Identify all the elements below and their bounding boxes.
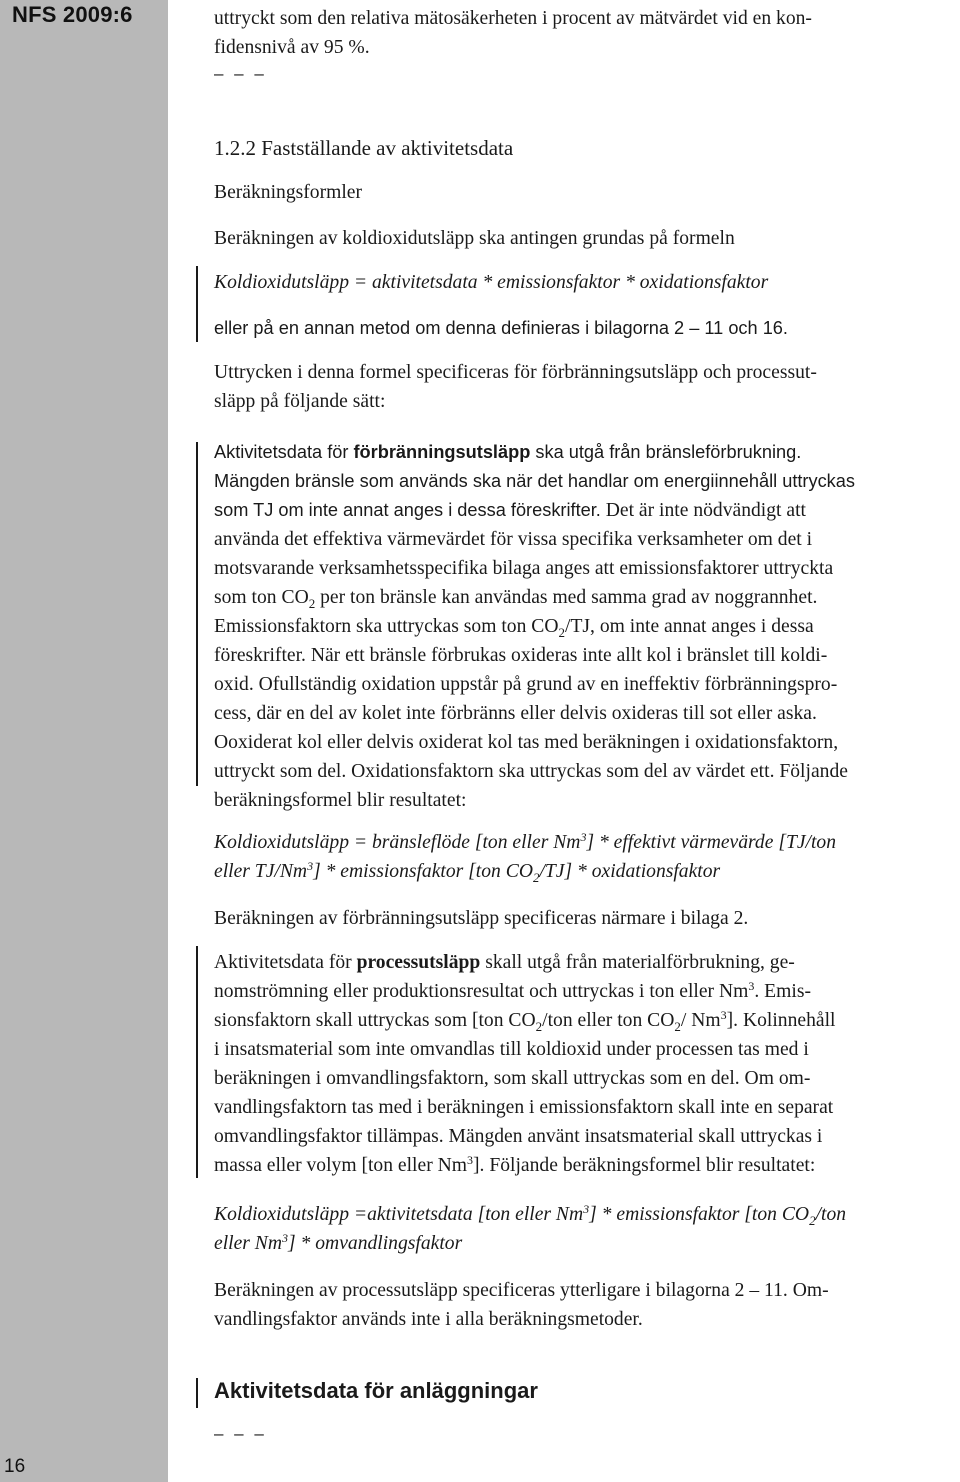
text-line: uttryckt som den relativa mätosäkerheten i procent av mätvärdet vid en kon-	[214, 8, 812, 29]
page-number: 16	[4, 1456, 26, 1477]
text-line: massa eller volym [ton eller Nm$^3$]. Följande beräkningsformel blir resultatet:	[214, 1153, 816, 1176]
formula-line: Koldioxidutsläpp = bränsleflöde [ton eller Nm$^3$] * effektivt värmevärde [TJ/ton	[214, 830, 837, 853]
separator-dashes: – – –	[214, 64, 267, 83]
formula-line: Koldioxidutsläpp =aktivitetsdata [ton eller Nm$^3$] * emissionsfaktor [ton $CO_2$/ton	[214, 1202, 847, 1228]
text-line: använda det effektiva värmevärdet för vissa specifika verksamheter om det i	[214, 529, 813, 550]
formula-combustion	[214, 828, 960, 886]
section-title: 1.2.2 Fastställande av aktivitetsdata	[214, 136, 514, 160]
process-paragraph	[214, 948, 960, 1180]
text-line: sionsfaktorn skall uttryckas som [ton $CO_2$/ton eller ton $CO_2/$ Nm$^3$]. Kolinnehåll	[214, 1008, 836, 1034]
change-bar	[196, 946, 198, 1178]
alt-method	[214, 314, 960, 343]
separator-dashes: – – –	[214, 1424, 267, 1443]
text-line: oxid. Ofullständig oxidation uppstår på grund av en ineffektiv förbränningspro-	[214, 674, 838, 695]
spec-paragraph	[214, 358, 960, 416]
text-line: som TJ om inte annat anges i dessa föreskrifter. Det är inte nödvändigt att	[214, 500, 806, 521]
text-line: eller på en annan metod om denna definieras i bilagorna 2 – 11 och 16.	[214, 318, 788, 338]
text-line: vandlingsfaktor används inte i alla beräkningsmetoder.	[214, 1309, 643, 1330]
formula-basic	[214, 268, 960, 297]
formula-intro	[214, 224, 960, 253]
text-line: Aktivitetsdata för förbränningsutsläpp ska utgå från bränsleförbrukning.	[214, 442, 802, 462]
text-line: Beräkningen av koldioxidutsläpp ska antingen grundas på formeln	[214, 228, 735, 249]
annex-note	[214, 904, 960, 933]
subheading	[214, 178, 960, 207]
text-line: motsvarande verksamhetsspecifika bilaga anges att emissionsfaktorer uttryckta	[214, 558, 834, 579]
text-line: som ton $CO_2$ per ton bränsle kan användas med samma grad av noggrannhet.	[214, 587, 818, 611]
text-line: Aktivitetsdata för processutsläpp skall utgå från materialförbrukning, ge-	[214, 952, 795, 973]
text-line: cess, där en del av kolet inte förbränns eller delvis oxideras till sot eller aska.	[214, 703, 817, 724]
text-line: Uttrycken i denna formel specificeras för förbränningsutsläpp och processut-	[214, 362, 817, 383]
formula-line: Koldioxidutsläpp = aktivitetsdata * emissionsfaktor * oxidationsfaktor	[214, 272, 769, 293]
text-line: Ooxiderat kol eller delvis oxiderat kol tas med beräkningen i oxidationsfaktorn,	[214, 732, 839, 753]
section-title: Aktivitetsdata för anläggningar	[214, 1378, 538, 1403]
text-line: vandlingsfaktorn tas med i beräkningen i emissionsfaktorn skall inte en separat	[214, 1097, 834, 1118]
text-line: beräkningsformel blir resultatet:	[214, 790, 467, 811]
final-heading	[214, 1376, 960, 1405]
formula-line: eller TJ/Nm$^3$] * emissionsfaktor [ton $CO_2/TJ$] * oxidationsfaktor	[214, 859, 721, 885]
text-line: Mängden bränsle som används ska när det handlar om energiinnehåll uttryckas	[214, 471, 855, 491]
text-line: omvandlingsfaktor tillämpas. Mängden använt insatsmaterial skall uttryckas i	[214, 1126, 823, 1147]
text-line: Beräkningen av processutsläpp specificeras ytterligare i bilagorna 2 – 11. Om-	[214, 1280, 829, 1301]
change-bar	[196, 1378, 198, 1408]
text-line: fidensnivå av 95 %.	[214, 37, 370, 58]
page-margin-sidebar	[0, 0, 168, 1482]
formula-line: eller Nm$^3$] * omvandlingsfaktor	[214, 1231, 463, 1254]
publication-code: NFS 2009:6	[12, 2, 133, 27]
subheading-text: Beräkningsformler	[214, 182, 362, 203]
change-bar	[196, 442, 198, 786]
text-line: beräkningen i omvandlingsfaktorn, som skall uttryckas som en del. Om om-	[214, 1068, 811, 1089]
combustion-paragraph	[214, 438, 960, 815]
change-bar	[196, 266, 198, 342]
closing-paragraph	[214, 1276, 960, 1334]
text-line: föreskrifter. När ett bränsle förbrukas oxideras inte allt kol i bränslet till koldi-	[214, 645, 828, 666]
text-line: uttryckt som del. Oxidationsfaktorn ska uttryckas som del av värdet ett. Följande	[214, 761, 848, 782]
text-line: släpp på följande sätt:	[214, 391, 386, 412]
section-heading	[214, 134, 960, 163]
intro-paragraph	[214, 4, 960, 62]
text-line: Emissionsfaktorn ska uttryckas som ton $CO_2/TJ$, om inte annat anges i dessa	[214, 616, 814, 640]
formula-process	[214, 1200, 960, 1258]
text-line: Beräkningen av förbränningsutsläpp specificeras närmare i bilaga 2.	[214, 908, 749, 929]
text-line: i insatsmaterial som inte omvandlas till koldioxid under processen tas med i	[214, 1039, 809, 1060]
text-line: nomströmning eller produktionsresultat och uttryckas i ton eller Nm$^3$. Emis-	[214, 979, 811, 1002]
